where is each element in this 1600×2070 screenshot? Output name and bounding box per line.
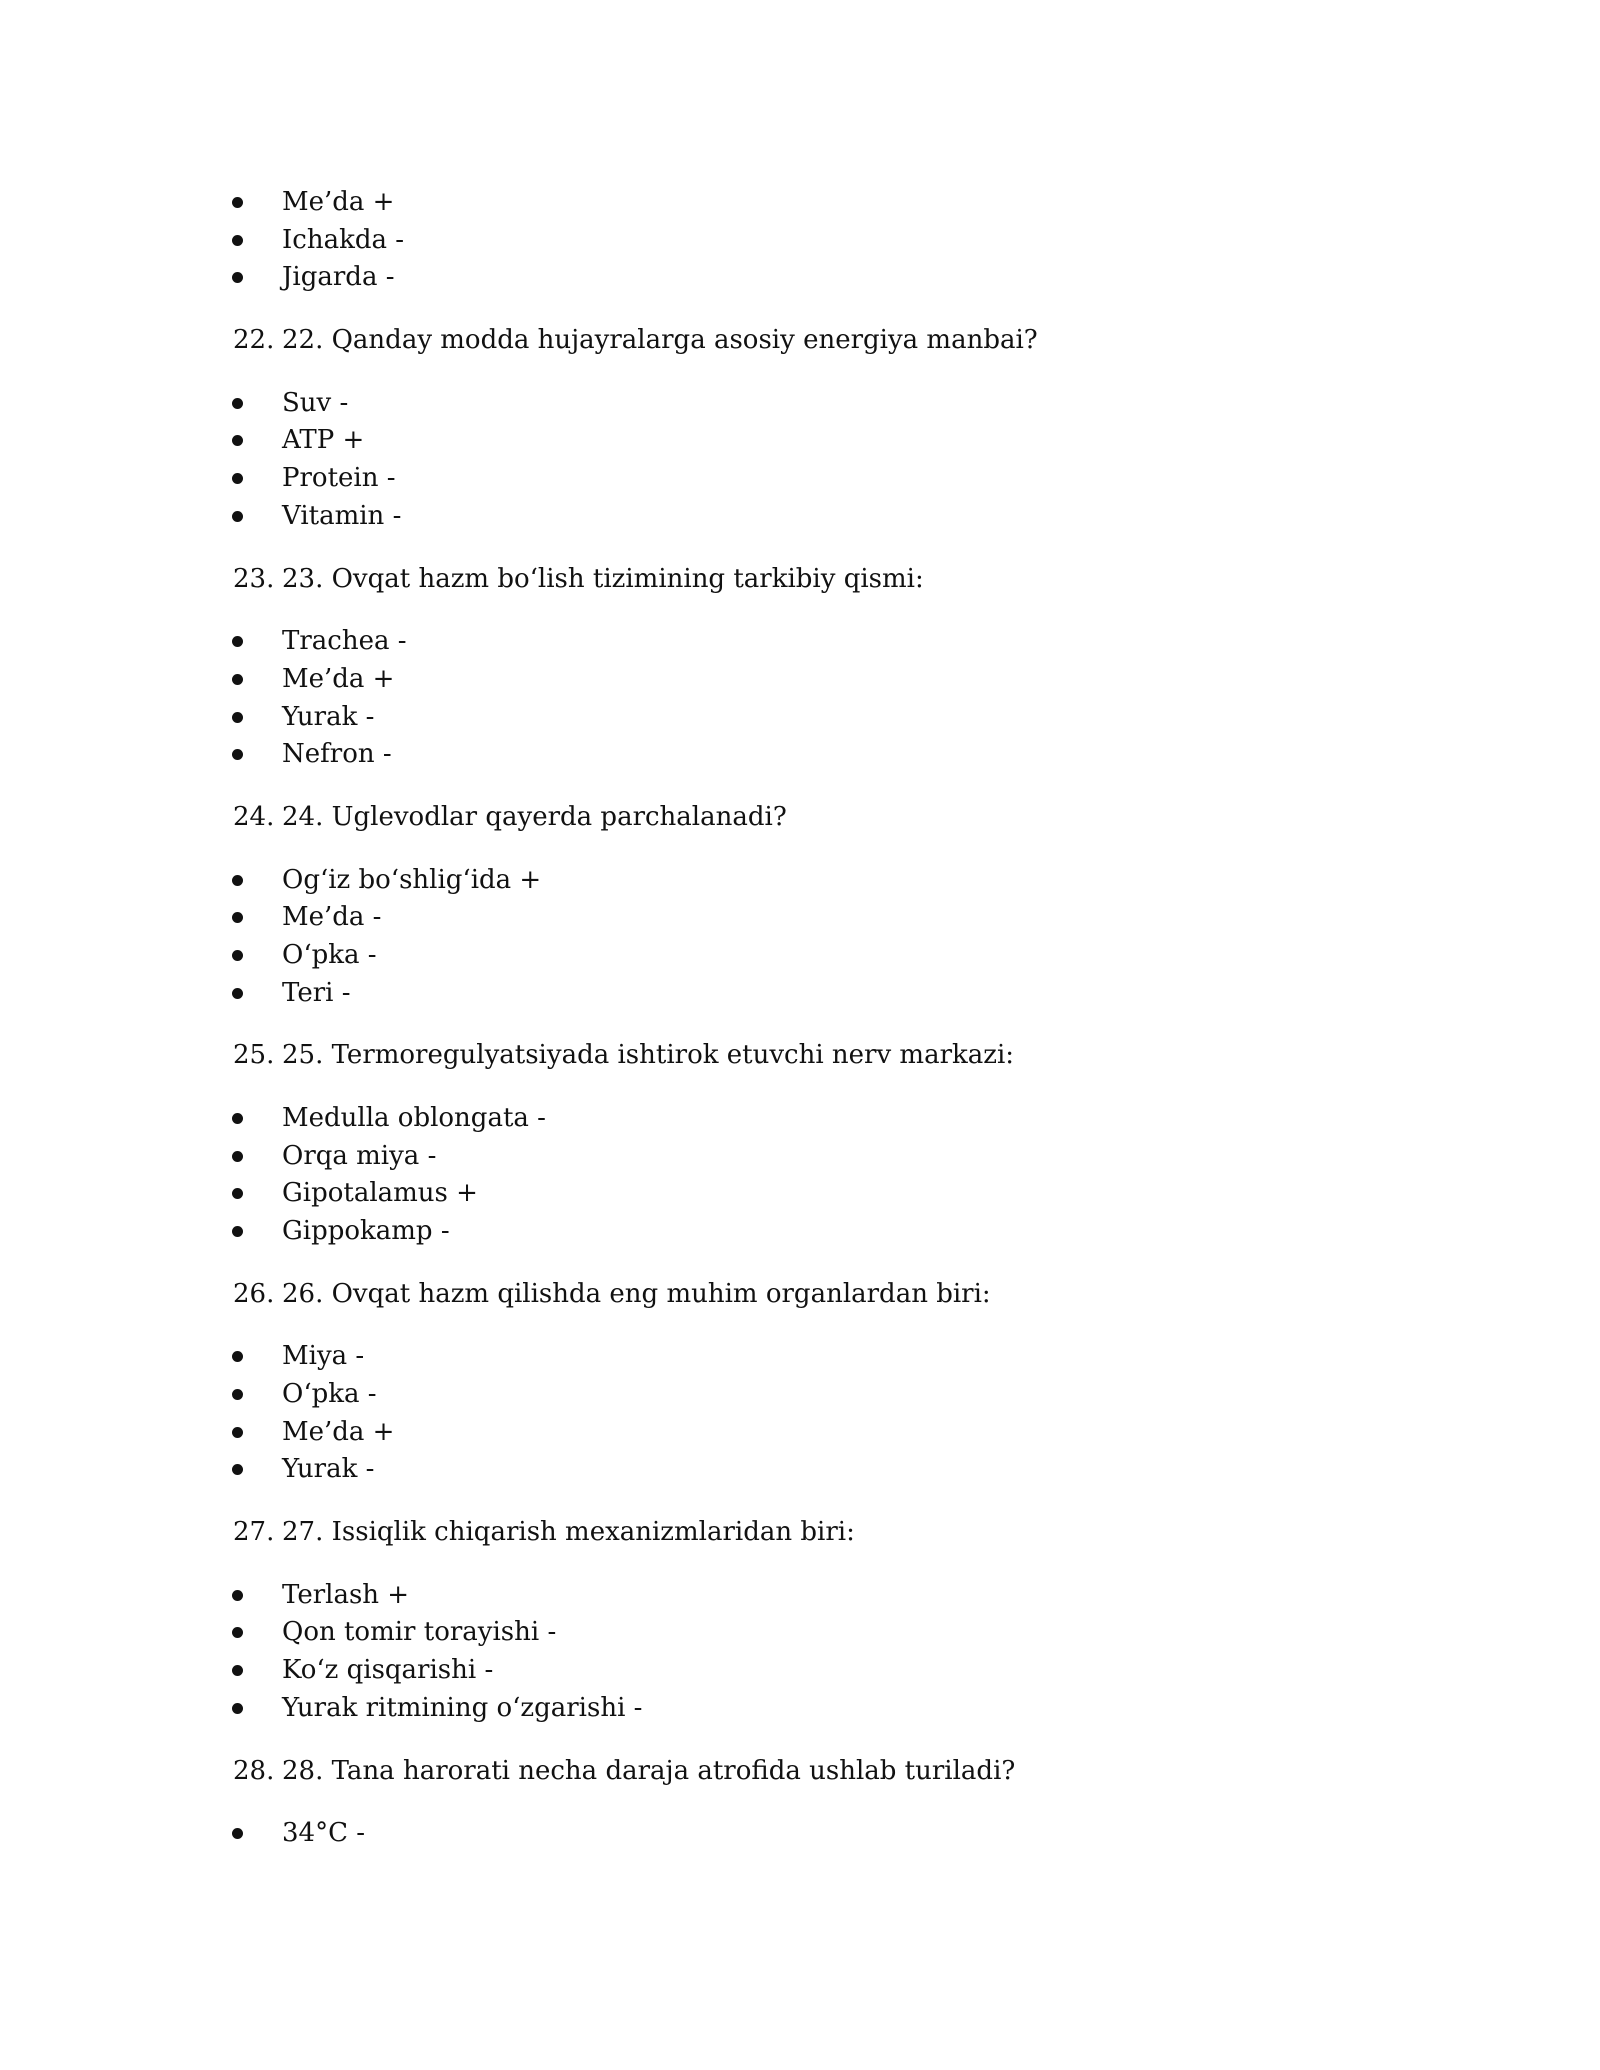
bullet-icon (232, 511, 243, 522)
bullet-icon (232, 636, 243, 647)
bullet-icon (232, 1703, 243, 1714)
bullet-icon (232, 1590, 243, 1601)
answer-text: O‘pka - (282, 939, 377, 970)
answer-text: Protein - (282, 463, 396, 494)
answer-text: Me’da + (282, 187, 395, 217)
answer-text: Yurak - (282, 1454, 375, 1485)
answer-text: Teri - (282, 977, 351, 1008)
bullet-icon (232, 1828, 243, 1839)
answer-text: Jigarda - (282, 262, 395, 293)
bullet-icon (232, 1351, 243, 1362)
bullet-icon (232, 473, 243, 484)
question-number: 28. (233, 1755, 275, 1786)
bullet-icon (232, 1389, 243, 1400)
bullet-icon (232, 1665, 243, 1676)
bullet-icon (232, 197, 243, 208)
bullet-icon (232, 235, 243, 246)
question-text: 27. Issiqlik chiqarish mexanizmlaridan biri: (282, 1517, 855, 1548)
answer-text: Suv - (282, 387, 349, 418)
question-text: 28. Tana harorati necha daraja atrofida ushlab turiladi? (282, 1755, 1016, 1786)
bullet-icon (232, 950, 243, 961)
answer-text: O‘pka - (282, 1379, 377, 1409)
bullet-icon (232, 674, 243, 685)
bullet-icon (232, 398, 243, 409)
answer-text: Nefron - (282, 739, 392, 770)
answer-text: Orqa miya - (282, 1140, 437, 1171)
bullet-icon (232, 1464, 243, 1475)
question-number: 24. (233, 801, 275, 832)
answer-text: ATP + (282, 425, 365, 456)
question-number: 25. (233, 1040, 275, 1071)
bullet-icon (232, 912, 243, 923)
answer-text: Me’da + (282, 1416, 395, 1447)
question-number: 27. (233, 1517, 275, 1548)
bullet-icon (232, 712, 243, 723)
bullet-icon (232, 1113, 243, 1124)
question-text: 22. Qanday modda hujayralarga asosiy energiya manbai? (282, 325, 1038, 356)
answer-text: Gippokamp - (282, 1216, 450, 1246)
bullet-icon (232, 1627, 243, 1638)
answer-text: Trachea - (282, 626, 407, 657)
bullet-icon (232, 435, 243, 446)
question-text: 23. Ovqat hazm bo‘lish tizimining tarkibiy qismi: (282, 563, 924, 594)
bullet-icon (232, 749, 243, 760)
answer-text: Me’da + (282, 663, 395, 694)
answer-text: Vitamin - (282, 500, 402, 531)
answer-text: Og‘iz bo‘shlig‘ida + (282, 864, 542, 895)
answer-text: Medulla oblongata - (282, 1102, 546, 1133)
answer-text: Ko‘z qisqarishi - (282, 1655, 494, 1686)
question-text: 24. Uglevodlar qayerda parchalanadi? (282, 801, 787, 832)
question-number: 22. (233, 325, 275, 356)
answer-text: Terlash + (282, 1579, 410, 1610)
answer-text: 34°C - (282, 1818, 366, 1849)
answer-text: Yurak ritmining o‘zgarishi - (282, 1692, 643, 1723)
question-number: 26. (233, 1278, 275, 1309)
answer-text: Gipotalamus + (282, 1178, 478, 1209)
question-number: 23. (233, 563, 275, 594)
answer-text: Qon tomir torayishi - (282, 1617, 557, 1648)
bullet-icon (232, 875, 243, 886)
bullet-icon (232, 1151, 243, 1162)
answer-text: Miya - (282, 1341, 365, 1372)
bullet-icon (232, 1188, 243, 1199)
bullet-icon (232, 272, 243, 283)
question-text: 26. Ovqat hazm qilishda eng muhim organlardan biri: (282, 1278, 991, 1309)
question-text: 25. Termoregulyatsiyada ishtirok etuvchi nerv markazi: (282, 1040, 1015, 1071)
bullet-icon (232, 1226, 243, 1237)
answer-text: Me’da - (282, 902, 382, 933)
answer-text: Yurak - (282, 701, 375, 732)
bullet-icon (232, 988, 243, 999)
answer-text: Ichakda - (282, 224, 405, 255)
bullet-icon (232, 1427, 243, 1438)
